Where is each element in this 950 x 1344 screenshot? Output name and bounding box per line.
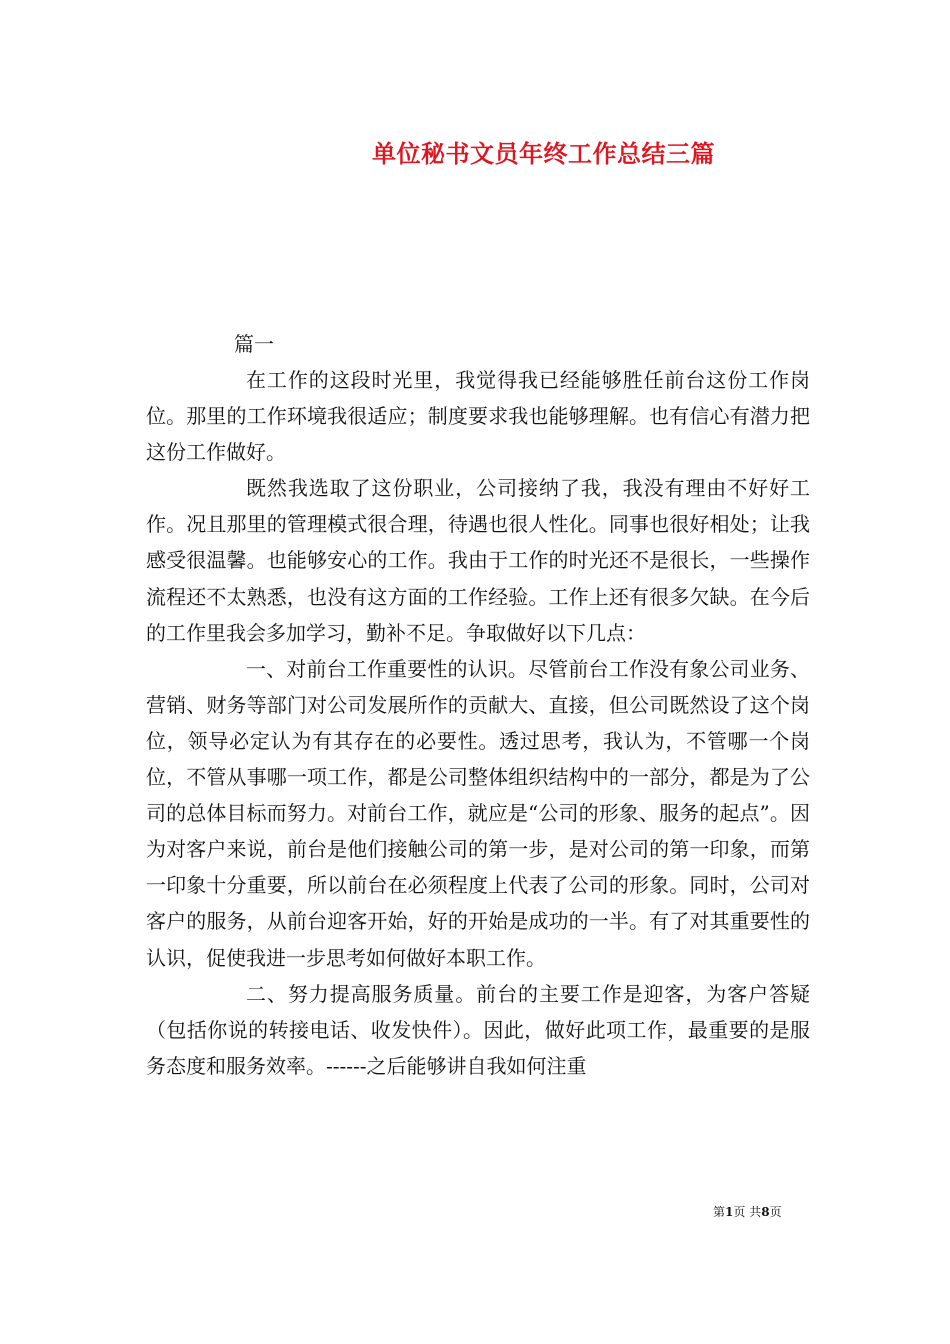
footer-middle: 页 共 [733, 1205, 762, 1219]
footer-total-pages: 8 [761, 1205, 770, 1219]
paragraph-4: 二、努力提高服务质量。前台的主要工作是迎客，为客户答疑（包括你说的转接电话、收发快件）。因此，做好此项工作，最重要的是服务态度和服务效率。------之后能够讲自我如何注重 [146, 981, 810, 1078]
footer-suffix: 页 [769, 1205, 782, 1219]
document-body [146, 362, 810, 1084]
document-title: 单位秘书文员年终工作总结三篇 [372, 139, 715, 168]
footer-page-number: 1 [725, 1205, 734, 1219]
footer-prefix: 第 [713, 1205, 726, 1219]
page-footer [713, 1203, 782, 1220]
paragraph-1: 在工作的这段时光里，我觉得我已经能够胜任前台这份工作岗位。那里的工作环境我很适应；制度要求我也能够理解。也有信心有潜力把这份工作做好。 [146, 368, 810, 465]
section-label: 篇一 [234, 332, 274, 356]
paragraph-2: 既然我选取了这份职业，公司接纳了我，我没有理由不好好工作。况且那里的管理模式很合理，待遇也很人性化。同事也很好相处；让我感受很温馨。也能够安心的工作。我由于工作的时光还不是很长，一些操作流程还不太熟悉，也没有这方面的工作经验。工作上还有很多欠缺。在今后的工作里我会多加学习，勤补不足。争取做好以下几点： [146, 476, 810, 645]
paragraph-3: 一、对前台工作重要性的认识。尽管前台工作没有象公司业务、营销、财务等部门对公司发展所作的贡献大、直接，但公司既然设了这个岗位，领导必定认为有其存在的必要性。透过思考，我认为，不管哪一个岗位，不管从事哪一项工作，都是公司整体组织结构中的一部分，都是为了公司的总体目标而努力。对前台工作，就应是“公司的形象、服务的起点”。因为对客户来说，前台是他们接触公司的第一步，是对公司的第一印象，而第一印象十分重要，所以前台在必须程度上代表了公司的形象。同时，公司对客户的服务，从前台迎客开始，好的开始是成功的一半。有了对其重要性的认识，促使我进一步思考如何做好本职工作。 [146, 656, 810, 970]
